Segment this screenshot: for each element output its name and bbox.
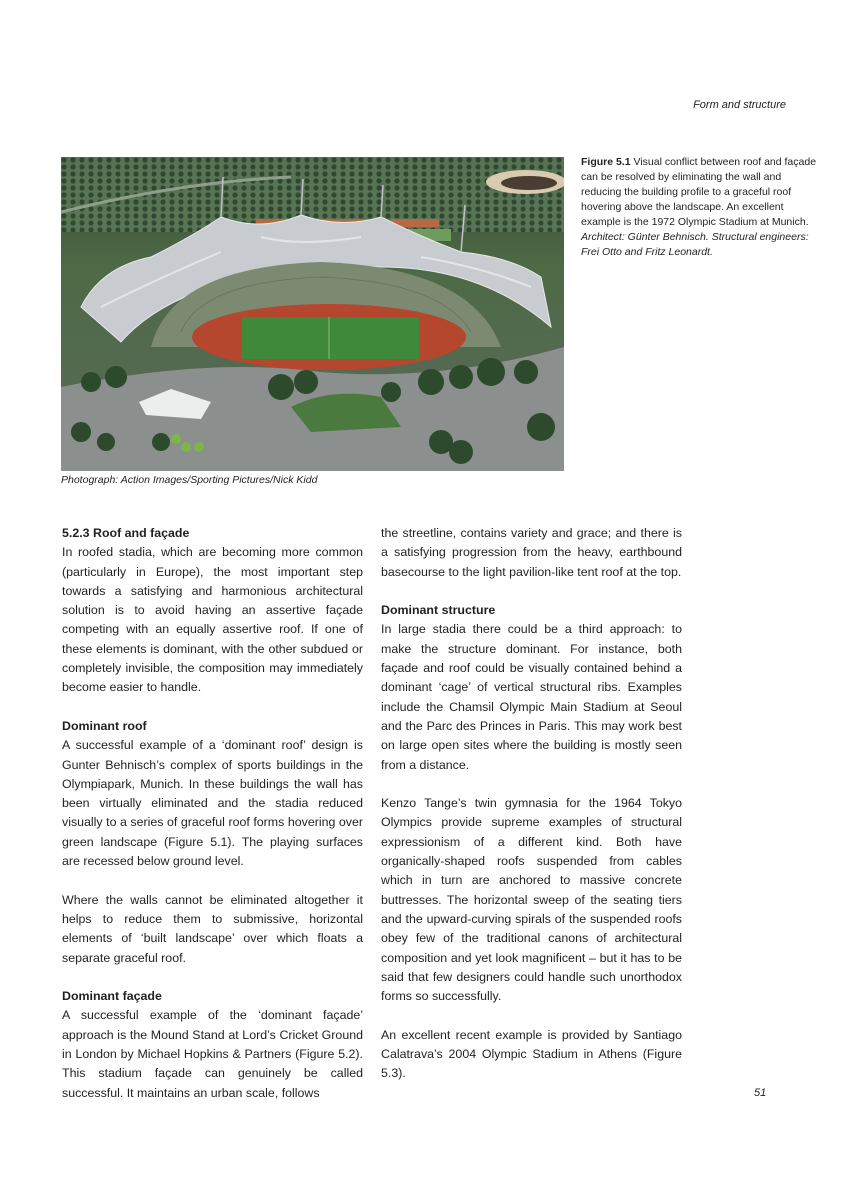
subheading-dominant-roof: Dominant roof [62, 718, 147, 733]
paragraph: Kenzo Tange’s twin gymnasia for the 1964 Tokyo Olympics provide supreme examples of structural expressionism of a different kind. Both have organically-shaped roofs suspended from cables which in turn are anchored to massive concrete buttresses. The horizontal sweep of the seating tiers and the upward-curving spirals of the suspended roofs obey few of the traditional canons of architectural composition and yet look magnificent – but it has to be said that few designers could handle such unorthodox forms so successfully. [381, 796, 682, 1004]
paragraph: In large stadia there could be a third approach: to make the structure dominant. For instance, both façade and roof could be visually contained behind a dominant ‘cage’ of vertical structural ribs. Examples include the Chamsil Olympic Main Stadium at Seoul and the Parc des Princes in Paris. This may work best on large open sites where the building is mostly seen from a distance. [381, 622, 682, 772]
caption-text: Visual conflict between roof and façade can be resolved by eliminating the wall and reducing the building profile to a graceful roof hovering above the landscape. An excellent example is the 1972 Olympic Stadium at Munich. [581, 156, 817, 228]
paragraph: A successful example of a ‘dominant roof’ design is Gunter Behnisch’s complex of sports buildings in the Olympiapark, Munich. In these buildings the wall has been virtually eliminated and the stadia reduced visually to a series of graceful roof forms hovering over green landscape (Figure 5.1). The playing surfaces are recessed below ground level. [62, 738, 363, 869]
intro-paragraph: In roofed stadia, which are becoming more common (particularly in Europe), the most important step towards a satisfying and harmonious architectural solution is to avoid having an assertive façade competing with an equally assertive roof. If one of these elements is dominant, with the other subdued or completely invisible, the composition may immediately become easier to handle. [62, 545, 363, 695]
running-head: Form and structure [693, 99, 786, 111]
figure-label: Figure 5.1 [581, 156, 631, 168]
paragraph: A successful example of the ‘dominant façade’ approach is the Mound Stand at Lord’s Cricket Ground in London by Michael Hopkins & Partners (Figure 5.2). This stadium façade can genuinely be called successful. It maintains an urban scale, follows [62, 1008, 363, 1100]
photo-credit: Photograph: Action Images/Sporting Pictures/Nick Kidd [61, 474, 318, 486]
paragraph: the streetline, contains variety and grace; and there is a satisfying progression from the heavy, earthbound basecourse to the light pavilion-like tent roof at the top. [381, 526, 682, 579]
figure-caption [581, 155, 821, 260]
subheading-dominant-structure: Dominant structure [381, 603, 496, 618]
paragraph: An excellent recent example is provided by Santiago Calatrava’s 2004 Olympic Stadium in Athens (Figure 5.3). [381, 1027, 682, 1081]
page-number: 51 [754, 1087, 767, 1099]
caption-credit: Architect: Günter Behnisch. Structural engineers: Frei Otto and Fritz Leonardt. [581, 231, 809, 258]
subheading-dominant-facade: Dominant façade [62, 989, 162, 1004]
text-column-left [62, 524, 363, 1103]
stadium-photograph [61, 157, 564, 471]
paragraph: Where the walls cannot be eliminated altogether it helps to reduce them to submissive, horizontal elements of ‘built landscape’ over which floats a separate graceful roof. [62, 892, 363, 965]
text-column-right [381, 524, 682, 1084]
section-heading: 5.2.3 Roof and façade [62, 526, 190, 540]
olympic-stadium-image [61, 157, 564, 471]
